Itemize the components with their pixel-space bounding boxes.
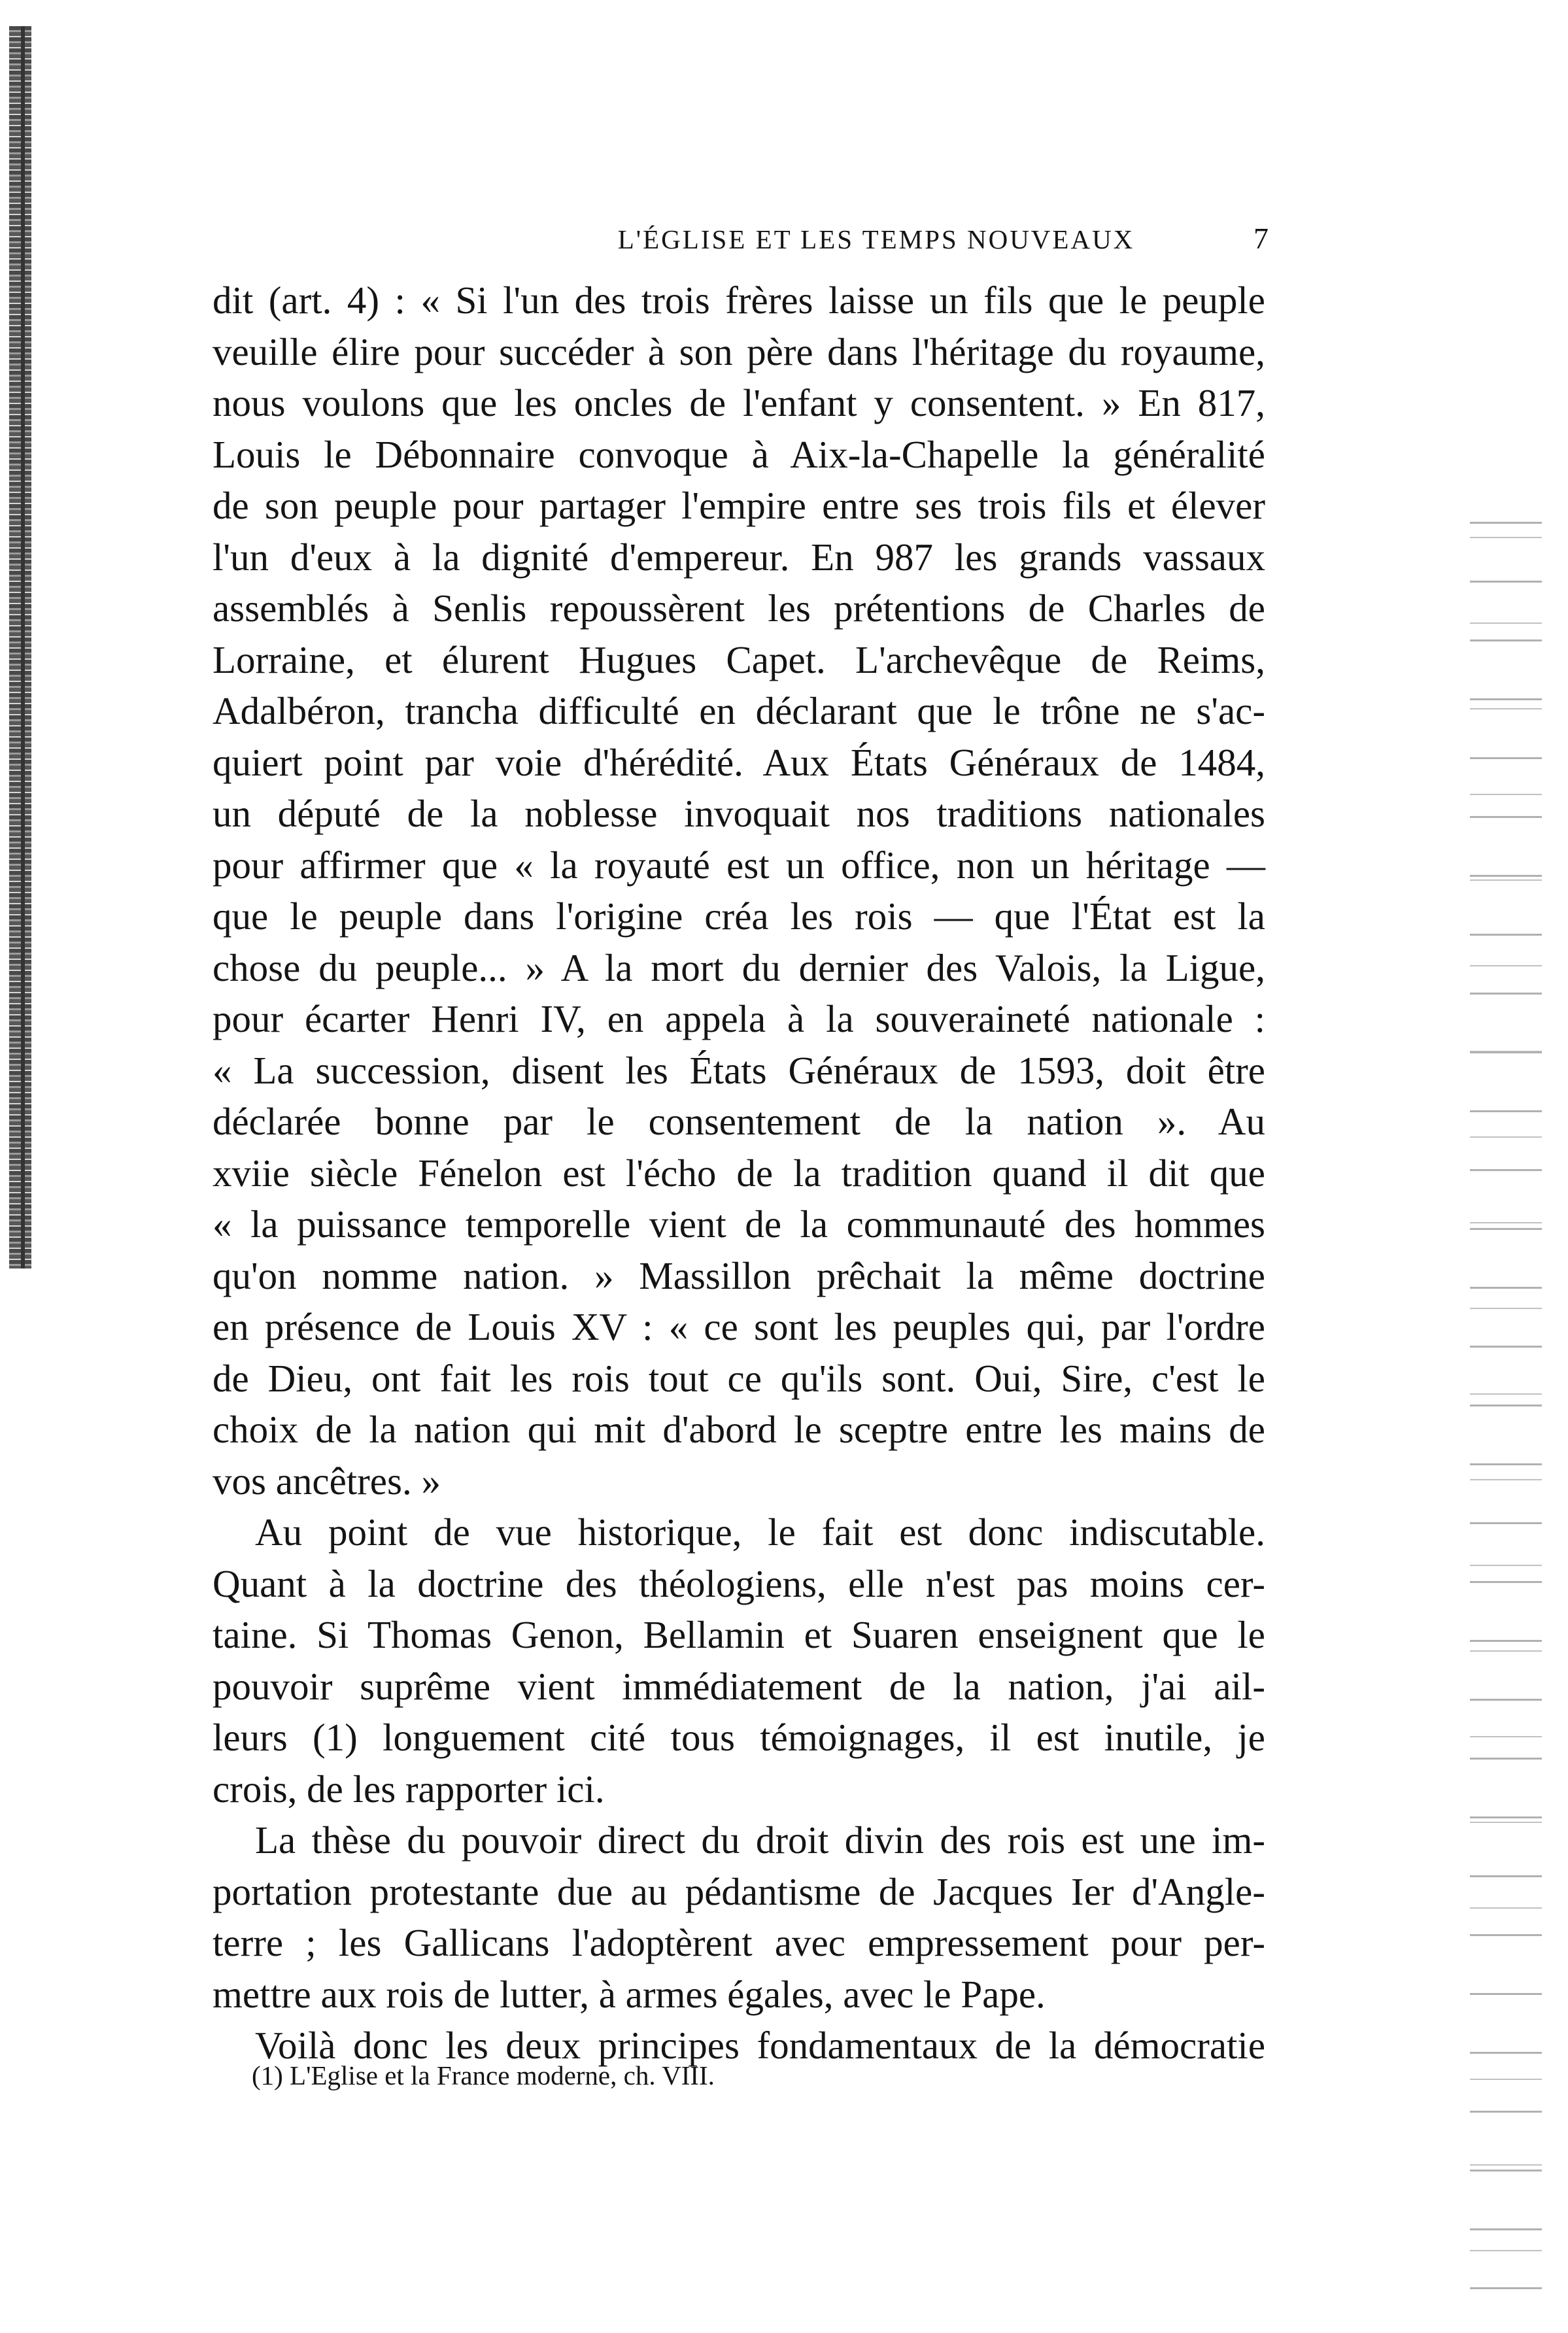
text-line: Au point de vue historique, le fait est donc indiscutable.	[255, 1510, 1265, 1554]
text-line: de Dieu, ont fait les rois tout ce qu'ils sont. Oui, Sire, c'est le	[213, 1356, 1265, 1400]
text-line: « La succession, disent les États Généraux de 1593, doit être	[213, 1048, 1265, 1092]
text-line: en présence de Louis XV : « ce sont les peuples qui, par l'ordre	[213, 1305, 1265, 1348]
paragraph	[213, 1814, 1265, 1866]
text-line: qu'on nomme nation. » Massillon prêchait la même doctrine	[213, 1253, 1265, 1297]
text-line: Adalbéron, trancha difficulté en déclarant que le trône ne s'ac-	[213, 689, 1265, 732]
text-line: Lorraine, et élurent Hugues Capet. L'archevêque de Reims,	[213, 638, 1265, 681]
paragraph-continuation	[213, 1866, 1265, 2020]
paragraph-continuation	[213, 1558, 1265, 1815]
text-line: vos ancêtres. »	[213, 1459, 441, 1503]
paragraph	[213, 1507, 1265, 1558]
text-line: de son peuple pour partager l'empire entre ses trois fils et élever	[213, 484, 1265, 527]
text-line: terre ; les Gallicans l'adoptèrent avec empressement pour per-	[213, 1921, 1265, 1964]
text-line: un député de la noblesse invoquait nos traditions nationales	[213, 792, 1265, 835]
text-line: veuille élire pour succéder à son père dans l'héritage du royaume,	[213, 330, 1265, 373]
text-line: quiert point par voie d'hérédité. Aux États Généraux de 1484,	[213, 740, 1265, 784]
text-line: Quant à la doctrine des théologiens, elle n'est pas moins cer-	[213, 1561, 1265, 1605]
text-line: nous voulons que les oncles de l'enfant y consentent. » En 817,	[213, 381, 1265, 424]
text-line: choix de la nation qui mit d'abord le sceptre entre les mains de	[213, 1408, 1265, 1451]
text-line: pour écarter Henri IV, en appela à la souveraineté nationale :	[213, 997, 1265, 1040]
text-line: Louis le Débonnaire convoque à Aix-la-Chapelle la généralité	[213, 432, 1265, 476]
text-line: « la puissance temporelle vient de la communauté des hommes	[213, 1202, 1265, 1246]
text-line: déclarée bonne par le consentement de la nation ». Au	[213, 1100, 1265, 1143]
text-line: chose du peuple... » A la mort du dernier des Valois, la Ligue,	[213, 945, 1265, 989]
text-line: La thèse du pouvoir direct du droit divin des rois est une im-	[255, 1818, 1265, 1862]
text-line: xviie siècle Fénelon est l'écho de la tradition quand il dit que	[213, 1151, 1265, 1195]
text-line: que le peuple dans l'origine créa les rois — que l'État est la	[213, 894, 1265, 938]
text-line: assemblés à Senlis repoussèrent les prétentions de Charles de	[213, 587, 1265, 630]
text-line: crois, de les rapporter ici.	[213, 1767, 605, 1811]
scan-noise	[1470, 497, 1542, 2315]
page-number: 7	[1253, 222, 1269, 255]
paragraph	[213, 275, 1265, 1507]
text-line: mettre aux rois de lutter, à armes égales, avec le Pape.	[213, 1972, 1046, 2016]
scan-binding-edge	[9, 26, 31, 1269]
text-line: l'un d'eux à la dignité d'empereur. En 987 les grands vassaux	[213, 535, 1265, 579]
text-line: portation protestante due au pédantisme de Jacques Ier d'Angle-	[213, 1869, 1265, 1913]
text-line: pour affirmer que « la royauté est un office, non un héritage —	[213, 843, 1265, 887]
text-line: dit (art. 4) : « Si l'un des trois frères laisse un fils que le peuple	[213, 279, 1265, 322]
running-title: L'ÉGLISE ET LES TEMPS NOUVEAUX	[617, 224, 1135, 254]
text-line: pouvoir suprême vient immédiatement de la nation, j'ai ail-	[213, 1664, 1265, 1708]
text-line: Voilà donc les deux principes fondamentaux de la démocratie	[255, 2024, 1265, 2067]
text-line: leurs (1) longuement cité tous témoignages, il est inutile, je	[213, 1716, 1265, 1759]
footnote: (1) L'Eglise et la France moderne, ch. VIII.	[252, 2060, 715, 2090]
text-line: taine. Si Thomas Genon, Bellamin et Suaren enseignent que le	[213, 1613, 1265, 1656]
body-text	[213, 275, 1265, 2071]
